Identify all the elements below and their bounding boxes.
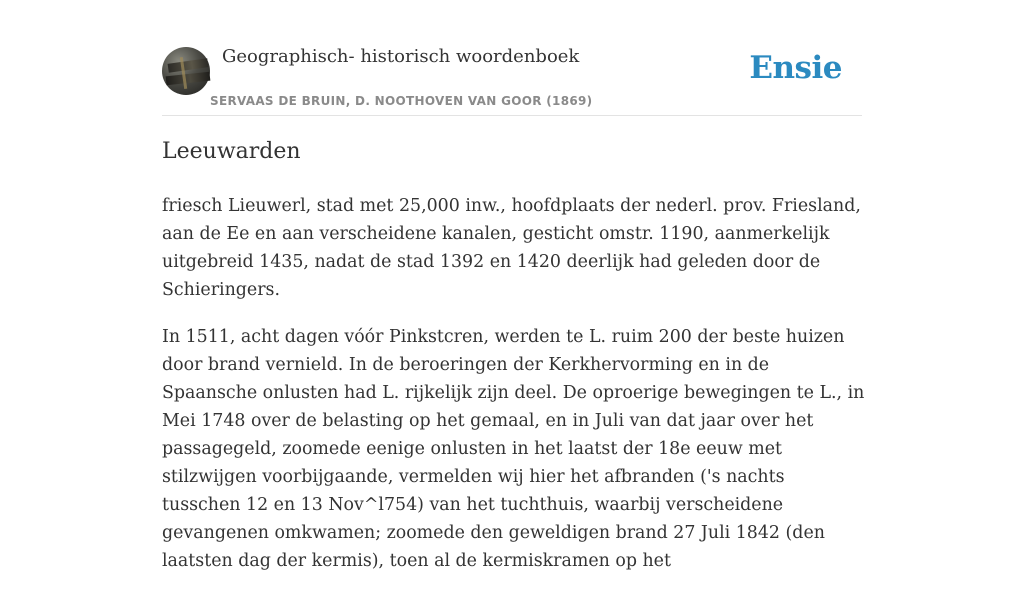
book-spine-shape — [166, 72, 211, 86]
book-author: SERVAAS DE BRUIN, D. NOOTHOVEN VAN GOOR (1869) — [210, 94, 593, 108]
entry-paragraph: In 1511, acht dagen vóór Pinkstcren, werden te L. ruim 200 der beste huizen door brand vernield. In de beroeringen der Kerkhervorming en in de Spaansche onlusten had L. rijkelijk zijn deel. De oproerige bewegingen te L., in Mei 1748 over de belasting op het gemaal, en in Juli van dat jaar over het passagegeld, zoomede eenige onlusten in het laatst der 18e eeuw met stilzwijgen voorbijgaande, vermelden wij hier het afbranden ('s nachts tusschen 12 en 13 Nov^l754) van het tuchthuis, waarbij verscheidene gevangenen omkwamen; zoomede den geweldigen brand 27 Juli 1842 (den laatsten dag der kermis), toen al de kermiskramen op het — [162, 327, 865, 571]
book-avatar-icon[interactable] — [162, 47, 210, 95]
book-title-link[interactable]: Geographisch- historisch woordenboek — [222, 46, 580, 67]
entry-title: Leeuwarden — [162, 139, 301, 164]
book-header — [162, 40, 862, 116]
entry-content — [162, 192, 867, 594]
book-spine-shape — [168, 58, 209, 72]
ensie-logo[interactable]: Ensie — [749, 50, 842, 86]
entry-paragraph: friesch Lieuwerl, stad met 25,000 inw., hoofdplaats der nederl. prov. Friesland, aan de Ee en aan verscheidene kanalen, gesticht omstr. 1190, aanmerkelijk uitgebreid 1435, nadat de stad 1392 en 1420 deerlijk had geleden door de Schieringers. — [162, 196, 861, 300]
